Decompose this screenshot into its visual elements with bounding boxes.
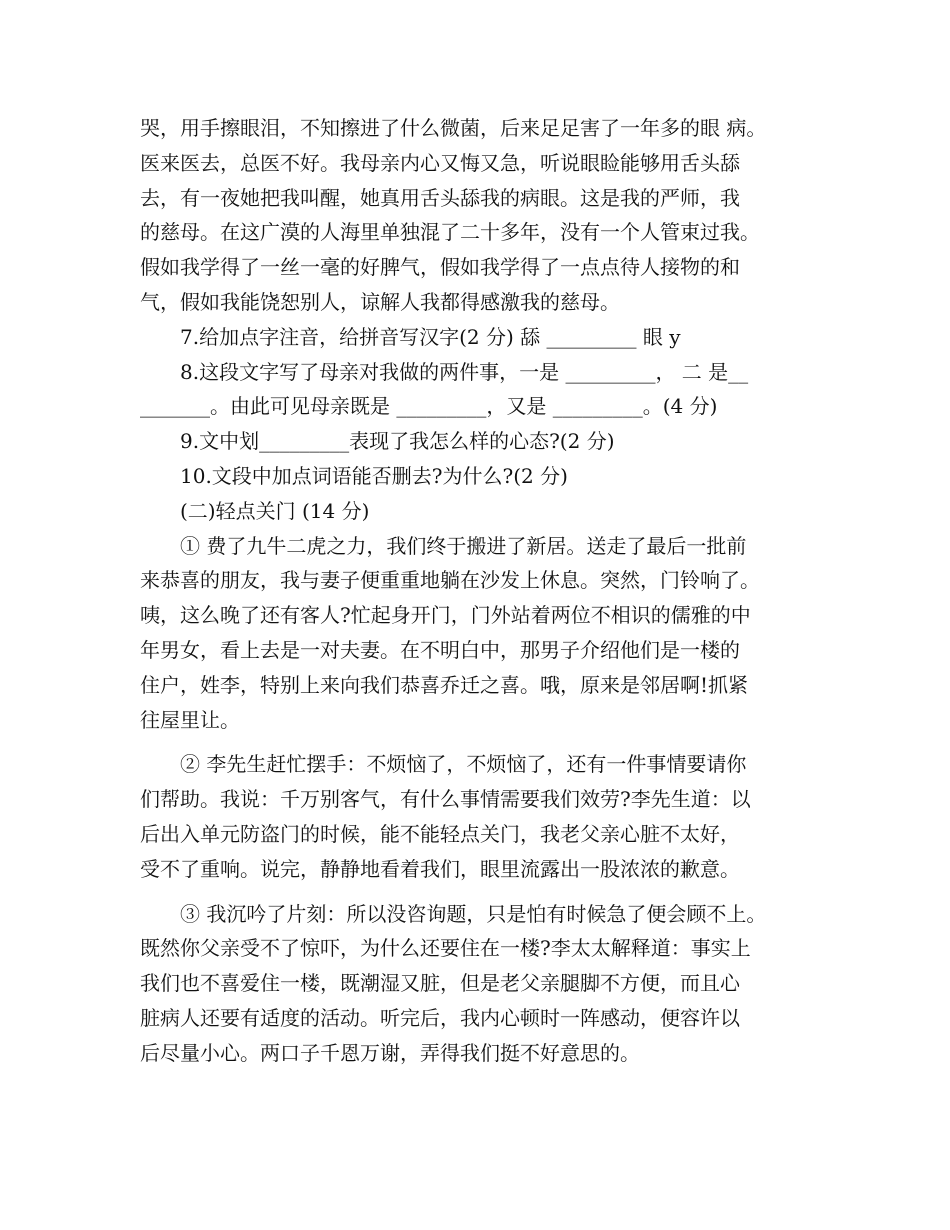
text-line: 既然你父亲受不了惊吓，为什么还要住在一楼?李太太解释道：事实上: [140, 936, 751, 961]
text-line: 来恭喜的朋友，我与妻子便重重地躺在沙发上休息。突然，门铃响了。: [140, 568, 760, 593]
section-heading: (二)轻点关门 (14 分): [180, 498, 370, 523]
text-line: 年男女，看上去是一对夫妻。在不明白中，那男子介绍他们是一楼的: [140, 637, 740, 662]
text-line: ① 费了九牛二虎之力，我们终于搬进了新居。送走了最后一批前: [180, 533, 747, 558]
text-line: 们帮助。我说：千万别客气，有什么事情需要我们效劳?李先生道：以: [140, 787, 751, 812]
text-line: 医来医去，总医不好。我母亲内心又悔又急，听说眼睑能够用舌头舔: [140, 150, 740, 175]
text-line: 后出入单元防盗门的时候，能不能轻点关门，我老父亲心脏不太好，: [140, 821, 740, 846]
question-10: 10.文段中加点词语能否删去?为什么?(2 分): [180, 463, 568, 488]
text-line: 假如我学得了一丝一毫的好脾气，假如我学得了一点点待人接物的和: [140, 255, 740, 280]
text-line: 往屋里让。: [140, 707, 240, 732]
question-9: 9.文中划_________表现了我怎么样的心态?(2 分): [180, 429, 615, 454]
text-line: 咦，这么晚了还有客人?忙起身开门，门外站着两位不相识的儒雅的中: [140, 603, 751, 628]
question-8-continued: _______。由此可见母亲既是 _________，又是 _________。(4 分): [140, 394, 718, 419]
text-line: 我们也不喜爱住一楼，既潮湿又脏，但是老父亲腿脚不方便，而且心: [140, 971, 740, 996]
text-line: 脏病人还要有适度的活动。听完后，我内心顿时一阵感动，便容许以: [140, 1005, 740, 1030]
text-line: 去，有一夜她把我叫醒，她真用舌头舔我的病眼。这是我的严师，我: [140, 185, 740, 210]
text-line: 哭，用手擦眼泪，不知擦进了什么微菌，后来足足害了一年多的眼 病。: [140, 116, 767, 140]
question-7: 7.给加点字注音，给拼音写汉字(2 分) 舔 _________ 眼 y: [180, 324, 681, 349]
text-line: ③ 我沉吟了片刻：所以没咨询题，只是怕有时候急了便会顾不上。: [180, 901, 767, 926]
text-line: 气，假如我能饶恕别人，谅解人我都得感激我的慈母。: [140, 289, 620, 314]
text-line: ② 李先生赶忙摆手：不烦恼了，不烦恼了，还有一件事情要请你: [180, 752, 747, 777]
question-8: 8.这段文字写了母亲对我做的两件事，一是 _________， 二 是__: [180, 359, 749, 384]
text-line: 受不了重响。说完，静静地看着我们，眼里流露出一股浓浓的歉意。: [140, 856, 740, 881]
text-line: 的慈母。在这广漠的人海里单独混了二十多年，没有一个人管束过我。: [140, 220, 760, 245]
paragraph-gap: [140, 737, 815, 747]
text-line: 住户，姓李，特别上来向我们恭喜乔迁之喜。哦，原来是邻居啊!抓紧: [140, 672, 749, 697]
text-line: 后尽量小心。两口子千恩万谢，弄得我们挺不好意思的。: [140, 1040, 640, 1065]
document-body: [140, 111, 815, 1071]
paragraph-gap: [140, 887, 815, 897]
